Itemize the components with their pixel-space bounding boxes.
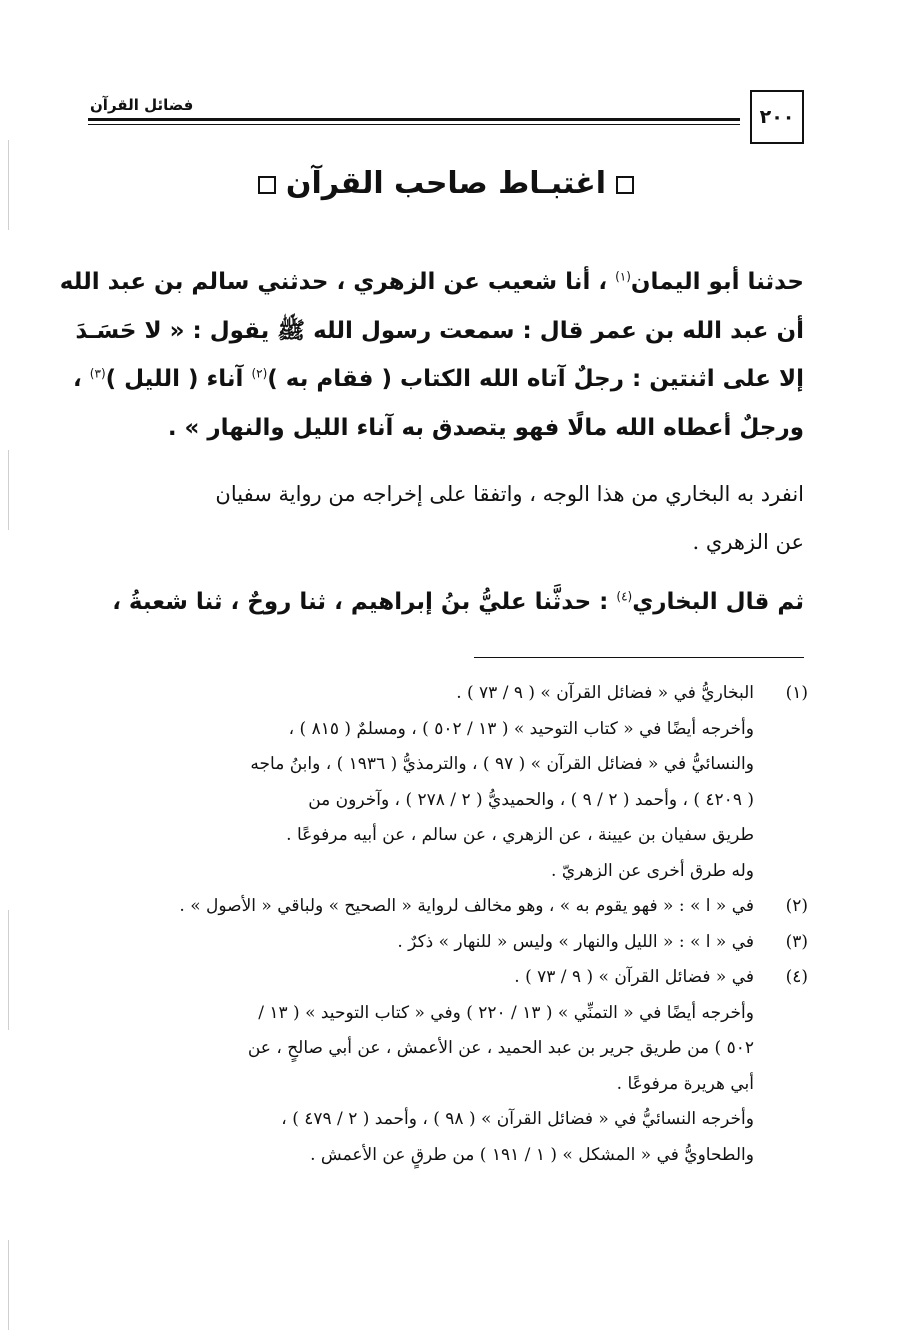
footnote-line: وأخرجه النسائيُّ في « فضائل القرآن » ( ٩٨ ) ، وأحمد ( ٢ / ٤٧٩ ) ، [281, 1109, 754, 1129]
footnote-number: (٣) [785, 931, 808, 952]
scan-edge-line [8, 910, 9, 1030]
scan-edge-line [8, 140, 9, 230]
square-ornament-icon [258, 176, 276, 194]
hadith-segment: حدثنا أبو اليمان [630, 269, 804, 295]
section-title-text: اغتبـاط صاحب القرآن [285, 166, 607, 201]
hadith-line [73, 355, 804, 404]
scan-edge-line [8, 1240, 9, 1330]
footnote [88, 889, 808, 925]
footnote-line: في « ا » : « فهو يقوم به » ، وهو مخالف لرواية « الصحيح » ولباقي « الأصول » . [179, 896, 754, 916]
footnote-separator [474, 657, 804, 658]
footnote-line: والنسائيُّ في « فضائل القرآن » ( ٩٧ ) ، والترمذيُّ ( ١٩٣٦ ) ، وابنُ ماجه [250, 754, 754, 774]
footnote-line: أبي هريرة مرفوعًا . [616, 1073, 754, 1094]
footnote-line: وأخرجه أيضًا في « التمنِّي » ( ١٣ / ٢٢٠ ) وفي « كتاب التوحيد » ( ١٣ / [258, 1002, 754, 1023]
footnote-line: في « فضائل القرآن » ( ٩ / ٧٣ ) . [514, 967, 754, 987]
hadith-segment: ، أنا شعيب عن الزهري ، حدثني سالم بن عبد الله [59, 269, 608, 295]
footnotes [88, 676, 808, 1173]
footnote-line: في « ا » : « الليل والنهار » وليس « للنهار » ذكرٌ . [397, 931, 754, 952]
bukhari-segment: ثم قال البخاري [632, 589, 804, 615]
hadith-line: أن عبد الله بن عمر قال : سمعت رسول الله ﷺ يقول : « لا حَسَـدَ [75, 317, 804, 344]
hadith-segment: إلا على اثنتين : رجلٌ آتاه الله الكتاب ( فقام به ) [267, 366, 804, 392]
square-ornament-icon [616, 176, 634, 194]
commentary [88, 470, 804, 566]
footnote [88, 925, 808, 961]
running-title: فضائل القرآن [90, 96, 194, 114]
footnote-line: ( ٤٢٠٩ ) ، وأحمد ( ٢ / ٩ ) ، والحميديُّ ( ٢ / ٢٧٨ ) ، وآخرون من [308, 789, 754, 810]
footnote-ref: (٣) [89, 366, 106, 381]
footnote-ref: (١) [615, 269, 631, 284]
footnote-ref: (٢) [251, 366, 268, 381]
commentary-line: عن الزهري . [692, 530, 804, 554]
bukhari-chain [88, 580, 804, 624]
footnote-line: البخاريُّ في « فضائل القرآن » ( ٩ / ٧٣ ) . [456, 683, 754, 703]
footnote-line: وله طرق أخرى عن الزهريّ . [551, 860, 754, 881]
footnote-line: والطحاويُّ في « المشكل » ( ١ / ١٩١ ) من طرقٍ عن الأعمش . [310, 1144, 754, 1165]
footnote-number: (١) [785, 683, 808, 703]
hadith-line: ورجلٌ أعطاه الله مالًا فهو يتصدق به آناء الليل والنهار » . [167, 414, 804, 441]
scan-edge-line [8, 450, 9, 530]
footnote [88, 960, 808, 1173]
footnote-line: ٥٠٢ ) من طريق جرير بن عبد الحميد ، عن الأعمش ، عن أبي صالحٍ ، عن [247, 1038, 754, 1058]
hadith-segment: آناء ( الليل ) [105, 366, 244, 392]
page-header [88, 90, 804, 146]
section-title [88, 166, 804, 201]
page-number: ٢٠٠ [750, 90, 804, 144]
footnote-line: طريق سفيان بن عيينة ، عن الزهري ، عن سالم ، عن أبيه مرفوعًا . [286, 825, 754, 845]
footnote-number: (٤) [785, 967, 808, 987]
footnote-number: (٢) [785, 896, 808, 916]
footnote-line: وأخرجه أيضًا في « كتاب التوحيد » ( ١٣ / ٥٠٢ ) ، ومسلمٌ ( ٨١٥ ) ، [288, 718, 754, 739]
header-rule-thin [88, 124, 740, 125]
hadith-segment: ، [73, 366, 82, 392]
hadith-text [59, 258, 804, 452]
footnote-ref: (٤) [616, 589, 633, 604]
hadith-line [59, 258, 804, 307]
header-rule [88, 118, 740, 121]
footnote [88, 676, 808, 889]
bukhari-segment: : حدثَّنا عليُّ بنُ إبراهيم ، ثنا روحٌ ، ثنا شعبةُ ، [112, 589, 609, 615]
commentary-line: انفرد به البخاري من هذا الوجه ، واتفقا على إخراجه من رواية سفيان [215, 482, 804, 506]
